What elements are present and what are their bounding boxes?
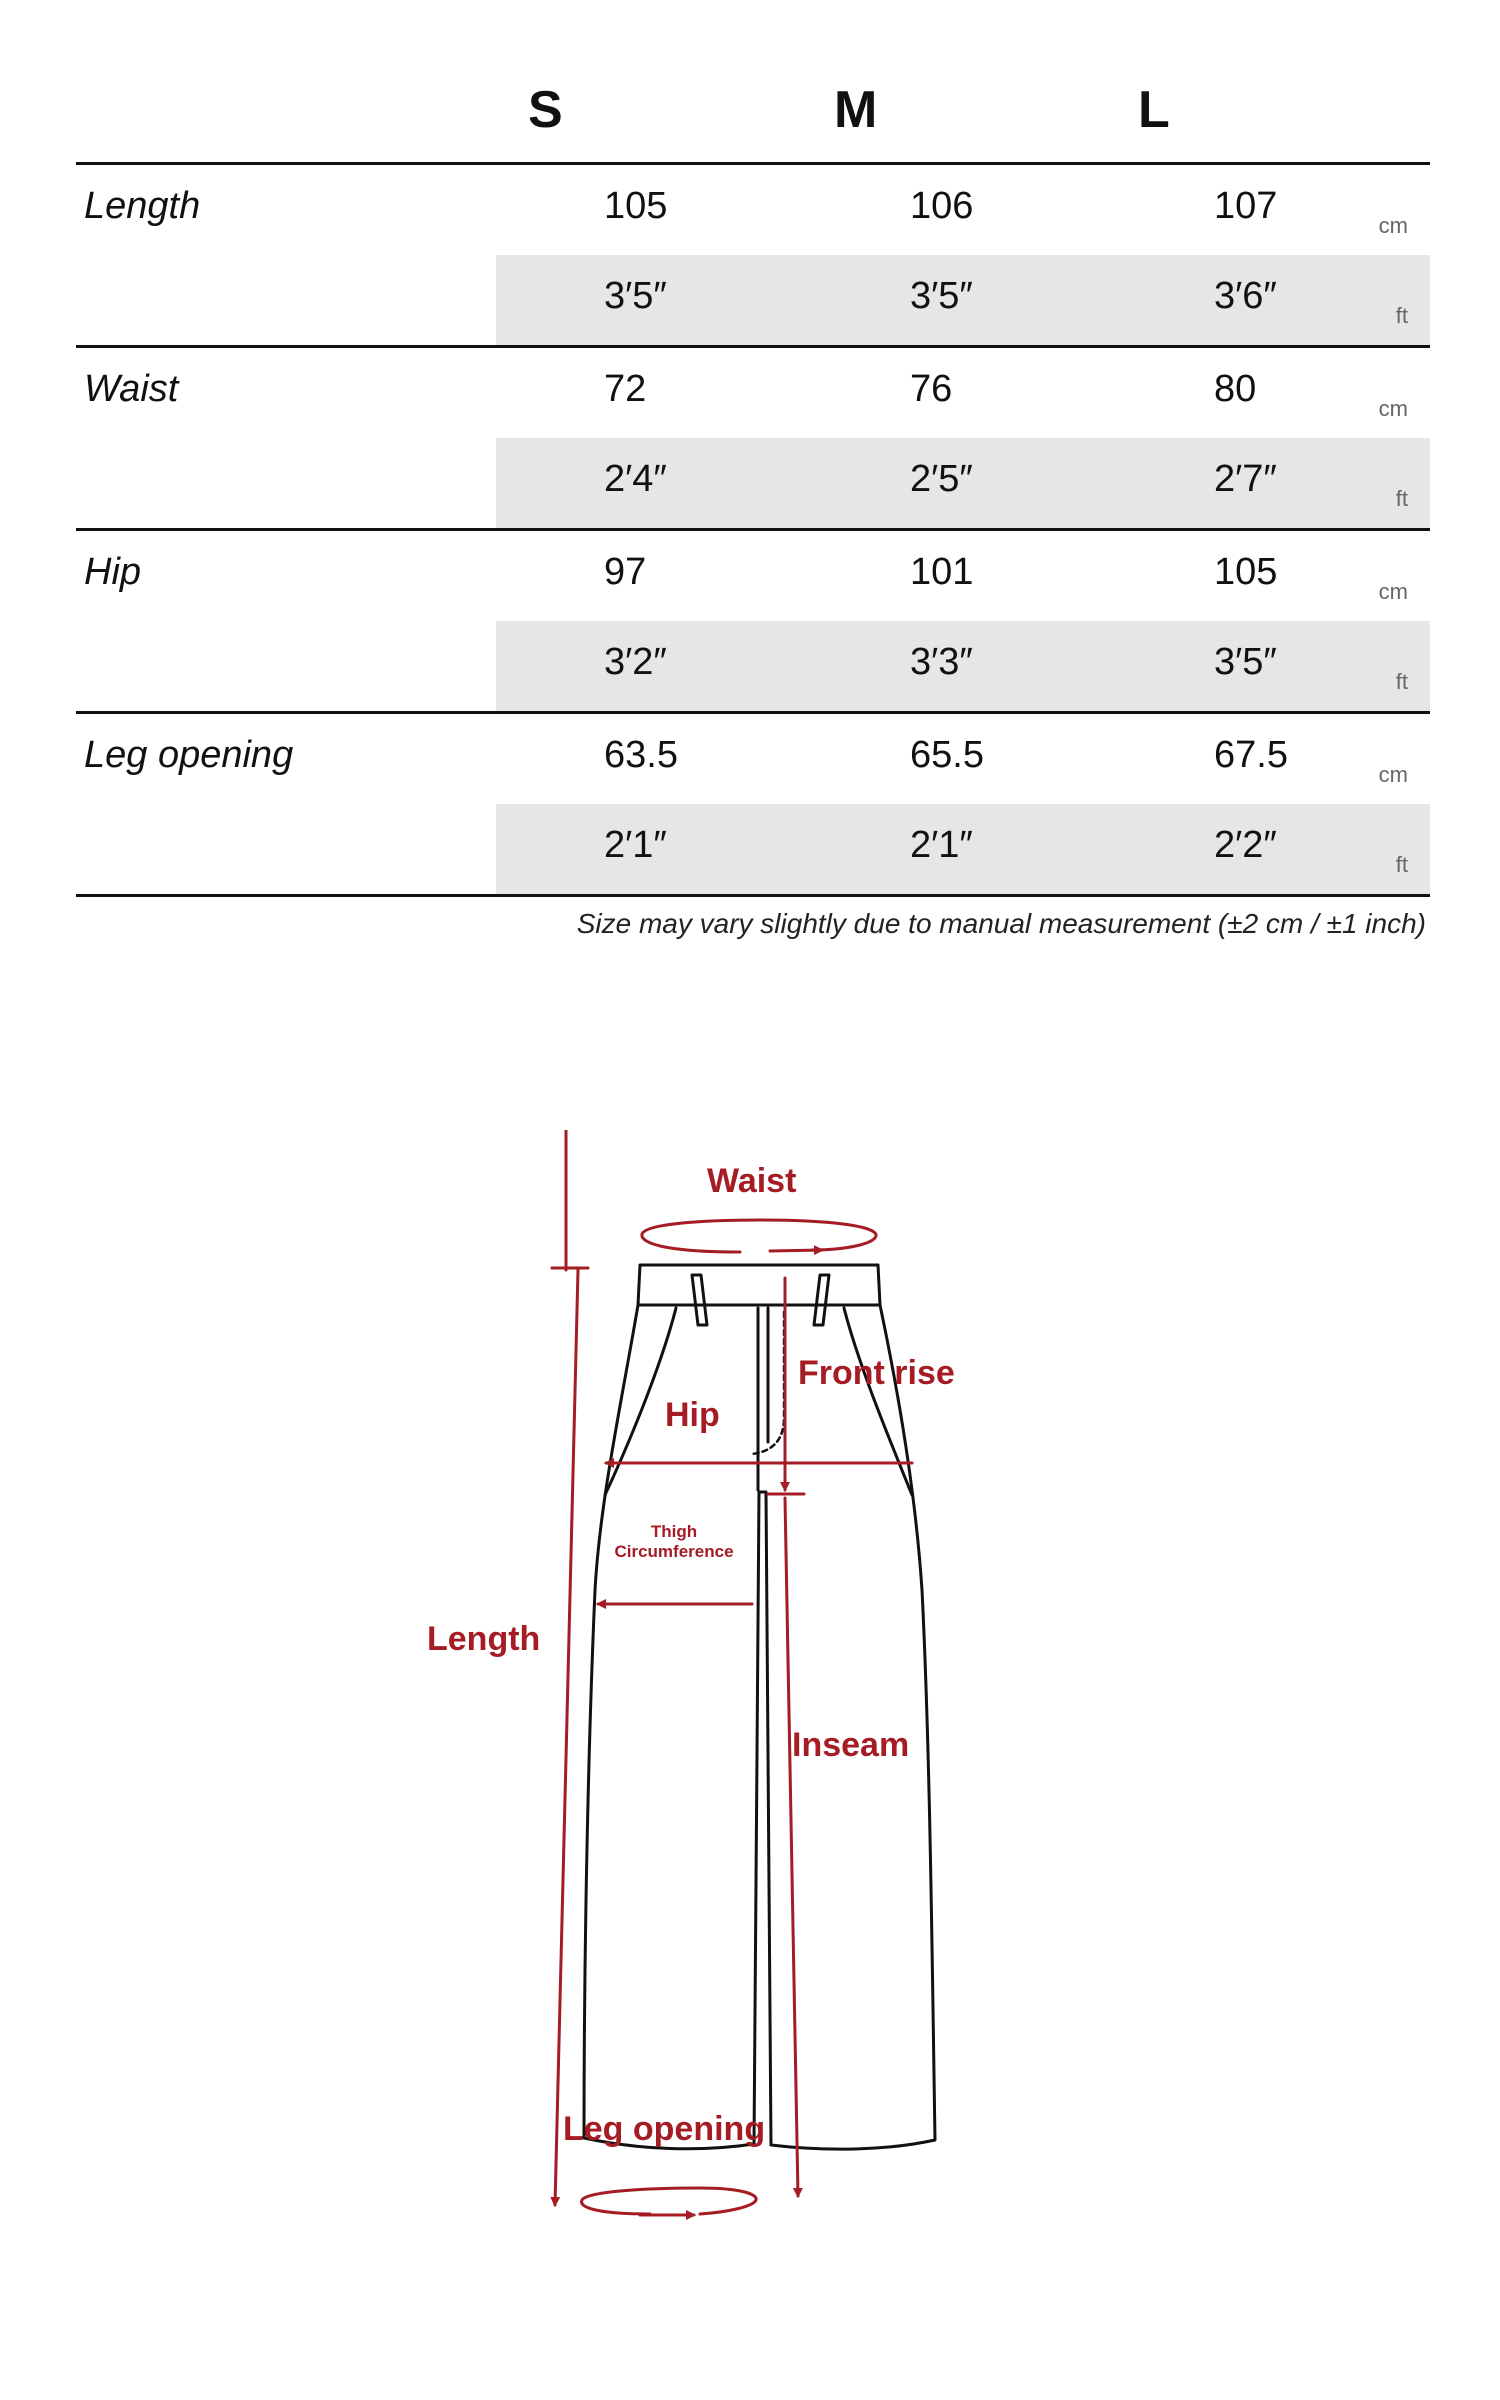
hip-label: Hip — [665, 1396, 720, 1434]
ft-value-l: 2′7″ — [1214, 458, 1277, 500]
leg-opening-label: Leg opening — [563, 2110, 766, 2148]
measurement-label: Hip — [84, 551, 142, 593]
size-header-l: L — [1138, 81, 1170, 139]
unit-cm: cm — [1378, 579, 1408, 604]
measurement-arrows — [552, 1130, 912, 2215]
ft-value-l: 2′2″ — [1214, 824, 1277, 866]
measurement-group-length — [76, 165, 1430, 348]
pants-outline — [584, 1265, 935, 2149]
ft-value-s: 2′4″ — [604, 458, 667, 500]
cm-value-m: 65.5 — [910, 734, 984, 776]
cm-value-m: 101 — [910, 551, 974, 593]
unit-ft: ft — [1395, 852, 1408, 877]
unit-ft: ft — [1395, 486, 1408, 511]
unit-cm: cm — [1378, 213, 1408, 238]
cm-value-l: 107 — [1214, 185, 1278, 227]
measurement-label: Length — [84, 185, 201, 227]
cm-value-l: 67.5 — [1214, 734, 1288, 776]
cm-value-m: 106 — [910, 185, 974, 227]
ft-row — [496, 804, 1430, 894]
pants-measurement-diagram — [0, 1130, 1500, 2230]
size-header-s: S — [528, 81, 563, 139]
front-rise-label: Front rise — [798, 1354, 955, 1392]
measurement-group-waist — [76, 348, 1430, 531]
ft-value-l: 3′5″ — [1214, 641, 1277, 683]
measurement-label: Waist — [84, 368, 179, 410]
cm-value-l: 80 — [1214, 368, 1257, 410]
inseam-label: Inseam — [792, 1726, 910, 1764]
waist-label: Waist — [707, 1162, 797, 1200]
ft-row — [496, 255, 1430, 345]
cm-value-s: 72 — [604, 368, 647, 410]
cm-value-s: 105 — [604, 185, 668, 227]
ft-row — [496, 438, 1430, 528]
thigh-label-line2: Circumference — [614, 1542, 734, 1561]
ft-value-s: 2′1″ — [604, 824, 667, 866]
thigh-label-line1: Thigh — [650, 1522, 698, 1541]
ft-value-m: 3′5″ — [910, 275, 973, 317]
unit-ft: ft — [1395, 303, 1408, 328]
measurement-group-leg-opening — [76, 714, 1430, 897]
ft-row — [496, 621, 1430, 711]
size-header-m: M — [834, 81, 878, 139]
unit-cm: cm — [1378, 396, 1408, 421]
thigh-circumference-label — [604, 1522, 744, 1562]
unit-cm: cm — [1378, 762, 1408, 787]
ft-value-m: 2′1″ — [910, 824, 973, 866]
ft-value-s: 3′2″ — [604, 641, 667, 683]
ft-value-m: 2′5″ — [910, 458, 973, 500]
unit-ft: ft — [1395, 669, 1408, 694]
size-chart-table — [76, 70, 1430, 939]
cm-value-s: 63.5 — [604, 734, 678, 776]
pants-illustration — [0, 1130, 1500, 2230]
ft-value-m: 3′3″ — [910, 641, 973, 683]
ft-value-l: 3′6″ — [1214, 275, 1277, 317]
cm-row — [496, 531, 1430, 624]
ft-value-s: 3′5″ — [604, 275, 667, 317]
length-label: Length — [427, 1620, 541, 1658]
cm-row — [496, 165, 1430, 258]
size-header-row — [76, 70, 1430, 165]
cm-row — [496, 348, 1430, 441]
cm-value-m: 76 — [910, 368, 953, 410]
measurement-group-hip — [76, 531, 1430, 714]
cm-row — [496, 714, 1430, 807]
cm-value-s: 97 — [604, 551, 647, 593]
measurement-note: Size may vary slightly due to manual measurement (±2 cm / ±1 inch) — [576, 908, 1426, 939]
cm-value-l: 105 — [1214, 551, 1278, 593]
measurement-label: Leg opening — [84, 734, 294, 776]
